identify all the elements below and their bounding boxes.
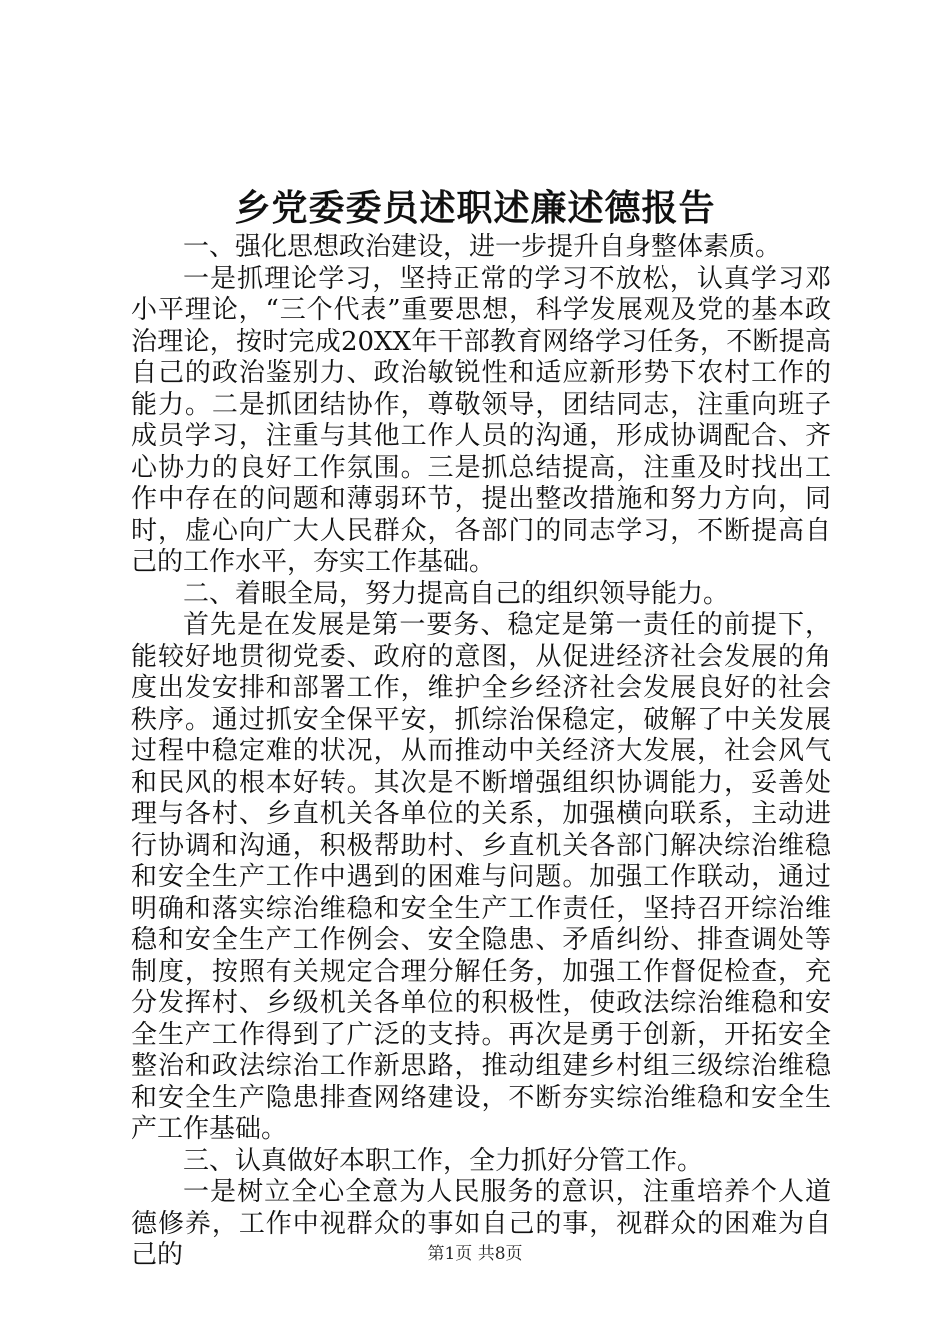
section-heading-3: 三、认真做好本职工作，全力抓好分管工作。 [183, 1145, 704, 1176]
document-title: 乡党委委员述职述廉述德报告 [234, 187, 716, 229]
page-footer: 第1页 共8页 [427, 1244, 523, 1264]
paragraph-2: 首先是在发展是第一要务、稳定是第一责任的前提下，能较好地贯彻党委、政府的意图，从促进经济社会发展的角度出发安排和部署工作，维护全乡经济社会发展良好的社会秩序。通过抓安全保平安，抓综治保稳定，破解了中关发展过程中稳定难的状况，从而推动中关经济大发展，社会风气和民风的根本好转。其次是不断增强组织协调能力，妥善处理与各村、乡直机关各单位的关系，加强横向联系，主动进行协调和沟通，积极帮助村、乡直机关各部门解决综治维稳和安全生产工作中遇到的困难与问题。加强工作联动，通过明确和落实综治维稳和安全生产工作责任，坚持召开综治维稳和安全生产工作例会、安全隐患、矛盾纠纷、排查调处等制度，按照有关规定合理分解任务，加强工作督促检查，充分发挥村、乡级机关各单位的积极性，使政法综治维稳和安全生产工作得到了广泛的支持。再次是勇于创新，开拓安全整治和政法综治工作新思路，推动组建乡村组三级综治维稳和安全生产隐患排查网络建设，不断夯实综治维稳和安全生产工作基础。 [131, 610, 831, 1144]
section-heading-1: 一、强化思想政治建设，进一步提升自身整体素质。 [183, 232, 782, 262]
section-heading-2: 二、着眼全局，努力提高自己的组织领导能力。 [183, 578, 730, 609]
paragraph-3: 一是树立全心全意为人民服务的意识，注重培养个人道德修养，工作中视群众的事如自己的事，视群众的困难为自己的 [131, 1177, 831, 1270]
document-body [131, 232, 831, 1272]
paragraph-1: 一是抓理论学习，坚持正常的学习不放松，认真学习邓小平理论，“三个代表”重要思想，科学发展观及党的基本政治理论，按时完成20XX年干部教育网络学习任务，不断提高自己的政治鉴别力、政治敏锐性和适应新形势下农村工作的能力。二是抓团结协作，尊敬领导，团结同志，注重向班子成员学习，注重与其他工作人员的沟通，形成协调配合、齐心协力的良好工作氛围。三是抓总结提高，注重及时找出工作中存在的问题和薄弱环节，提出整改措施和努力方向，同时，虚心向广大人民群众，各部门的同志学习，不断提高自己的工作水平，夯实工作基础。 [131, 263, 831, 577]
